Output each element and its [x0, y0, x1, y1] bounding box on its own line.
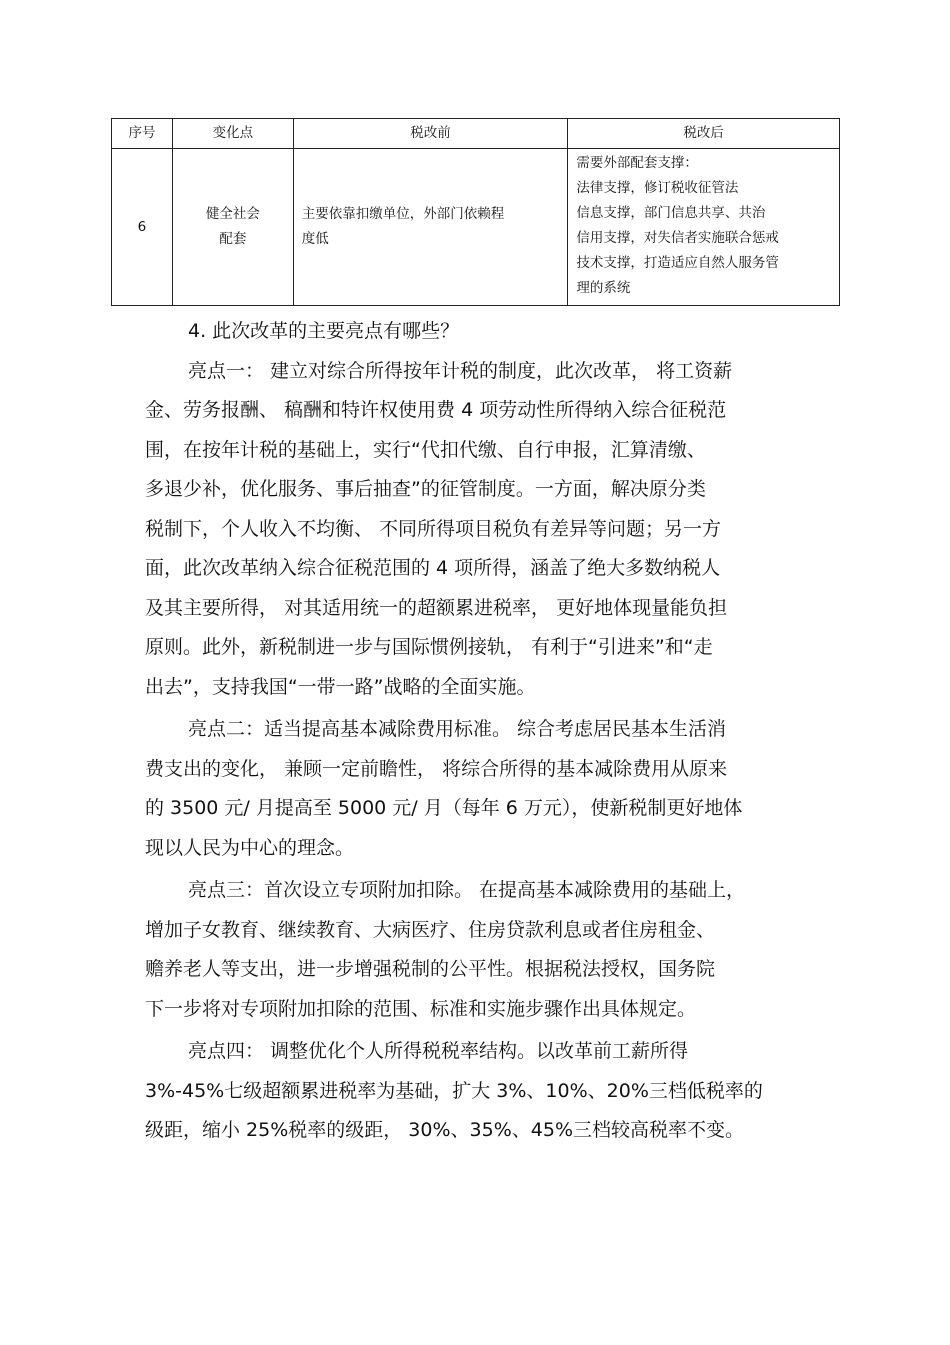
paragraph-line: 亮点四： 调整优化个人所得税税率结构。以改革前工薪所得: [188, 1040, 689, 1062]
highlight-four-paragraph: [145, 1032, 825, 1151]
body-text: [145, 312, 825, 1151]
cell-seq: 6: [112, 149, 173, 306]
paragraph-line: 下一步将对专项附加扣除的范围、标准和实施步骤作出具体规定。: [145, 997, 697, 1020]
paragraph-line: 级距，缩小 25%税率的级距， 30%、35%、45%三档较高税率不变。: [145, 1119, 745, 1141]
paragraph-line: 原则。此外，新税制进一步与国际惯例接轨， 有利于“引进来”和“走: [145, 636, 713, 658]
tax-reform-table: [111, 118, 840, 306]
paragraph-line: 费支出的变化， 兼顾一定前瞻性， 将综合所得的基本减除费用从原来: [145, 757, 728, 780]
cell-before-line: 主要依靠扣缴单位，外部门依赖程: [301, 206, 505, 222]
paragraph-line: 税制下，个人收入不均衡、 不同所得项目税负有差异等问题；另一方: [145, 517, 722, 540]
paragraph-line: 亮点一： 建立对综合所得按年计税的制度，此次改革， 将工资薪: [188, 359, 733, 382]
highlight-two-paragraph: [145, 710, 825, 868]
cell-after-line: 技术支撑，打造适应自然人服务管: [576, 255, 779, 271]
paragraph-line: 的 3500 元/ 月提高至 5000 元/ 月（每年 6 万元），使新税制更好地体: [145, 797, 743, 819]
highlight-three-paragraph: [145, 871, 825, 1029]
cell-change-point: [172, 149, 293, 306]
paragraph-line: 增加子女教育、继续教育、大病医疗、住房贷款利息或者住房租金、: [145, 918, 716, 941]
cell-after-reform: [568, 149, 840, 306]
paragraph-line: 多退少补，优化服务、事后抽查”的征管制度。一方面，解决原分类: [145, 478, 706, 500]
cell-after-line: 法律支撑，修订税收征管法: [576, 180, 739, 196]
header-seq: 序号: [112, 119, 173, 149]
cell-change-line: 健全社会: [205, 206, 260, 222]
cell-after-line: 理的系统: [576, 280, 631, 296]
paragraph-line: 赡养老人等支出，进一步增强税制的公平性。根据税法授权，国务院: [145, 958, 716, 980]
cell-after-line: 信息支撑，部门信息共享、共治: [576, 205, 766, 221]
paragraph-line: 亮点三：首次设立专项附加扣除。 在提高基本减除费用的基础上，: [188, 879, 746, 901]
paragraph-line: 3%-45%七级超额累进税率为基础，扩大 3%、10%、20%三档低税率的: [145, 1079, 763, 1102]
cell-after-line: 需要外部配套支撑：: [576, 155, 698, 171]
paragraph-line: 及其主要所得， 对其适用统一的超额累进税率， 更好地体现量能负担: [145, 596, 728, 619]
header-after-reform: 税改后: [568, 119, 840, 149]
table-row: [112, 149, 840, 306]
cell-before-line: 度低: [301, 231, 329, 247]
section-heading: 4. 此次改革的主要亮点有哪些？: [188, 320, 460, 342]
paragraph-line: 面，此次改革纳入综合征税范围的 4 项所得，涵盖了绝大多数纳税人: [145, 557, 721, 579]
cell-after-line: 信用支撑，对失信者实施联合惩戒: [576, 230, 779, 246]
paragraph-line: 出去”，支持我国“一带一路”战略的全面实施。: [145, 675, 536, 698]
header-change-point: 变化点: [172, 119, 293, 149]
paragraph-line: 亮点二：适当提高基本减除费用标准。 综合考虑居民基本生活消: [188, 718, 727, 740]
paragraph-line: 现以人民为中心的理念。: [145, 836, 355, 859]
highlight-one-paragraph: [145, 352, 825, 708]
table-header-row: [112, 119, 840, 149]
header-before-reform: 税改前: [293, 119, 568, 149]
cell-before-reform: [293, 149, 568, 306]
cell-change-line: 配套: [219, 231, 247, 247]
paragraph-line: 金、劳务报酬、 稿酬和特许权使用费 4 项劳动性所得纳入综合征税范: [145, 399, 727, 421]
paragraph-line: 围，在按年计税的基础上，实行“代扣代缴、自行申报，汇算清缴、: [145, 438, 706, 461]
